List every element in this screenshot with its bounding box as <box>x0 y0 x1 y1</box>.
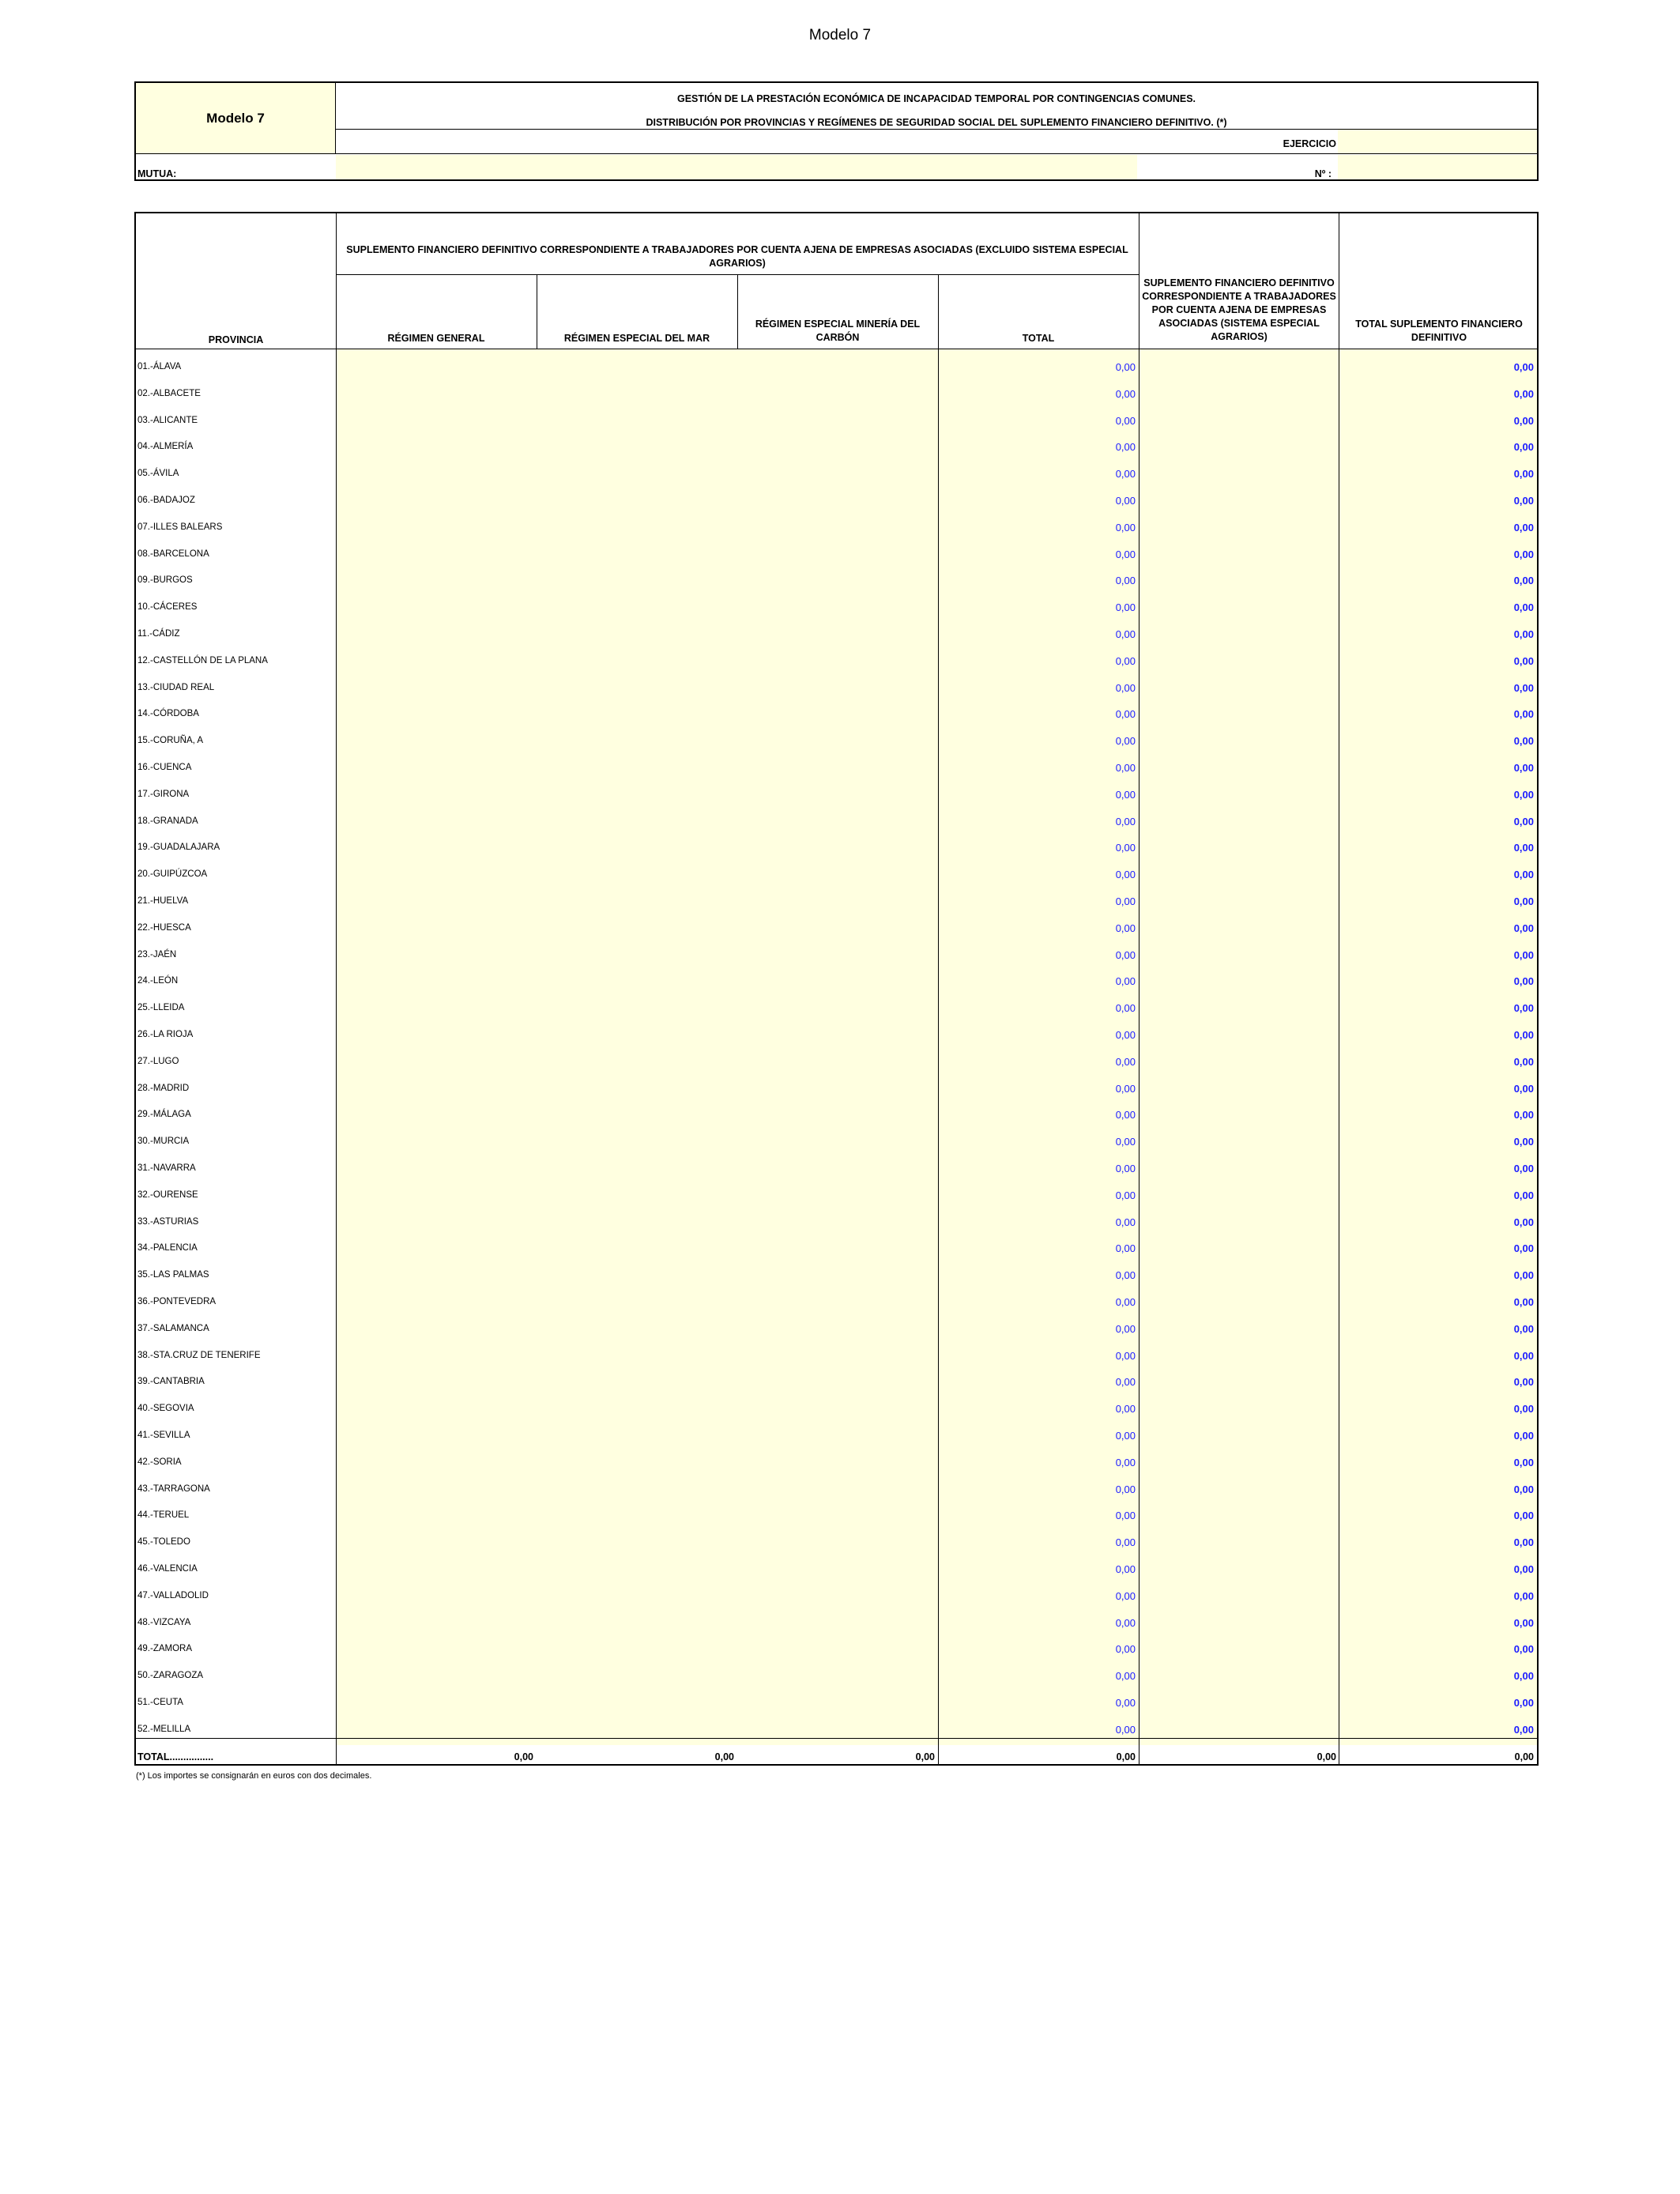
row-total-suplemento-value: 0,00 <box>1513 1109 1534 1121</box>
provincia-label: 21.-HUELVA <box>137 896 189 906</box>
provincia-label: 45.-TOLEDO <box>137 1537 190 1547</box>
header-regimen-mar: RÉGIMEN ESPECIAL DEL MAR <box>563 333 710 344</box>
row-total-value: 0,00 <box>1115 361 1136 373</box>
row-total-suplemento-value: 0,00 <box>1513 1563 1534 1575</box>
row-total-value: 0,00 <box>1115 895 1136 907</box>
total-total-suplemento: 0,00 <box>1514 1751 1534 1762</box>
row-total-suplemento-value: 0,00 <box>1513 1376 1534 1388</box>
row-total-value: 0,00 <box>1115 735 1136 747</box>
provincia-label: 51.-CEUTA <box>137 1698 183 1707</box>
row-total-suplemento-value: 0,00 <box>1513 1670 1534 1682</box>
row-total-value: 0,00 <box>1115 1083 1136 1095</box>
row-total-suplemento-value: 0,00 <box>1513 708 1534 720</box>
provincia-label: 06.-BADAJOZ <box>137 496 195 505</box>
row-total-value: 0,00 <box>1115 922 1136 934</box>
row-total-value: 0,00 <box>1115 1029 1136 1041</box>
provincia-label: 07.-ILLES BALEARS <box>137 522 223 532</box>
total-agrarios: 0,00 <box>1317 1751 1336 1762</box>
row-total-value: 0,00 <box>1115 682 1136 694</box>
row-total-value: 0,00 <box>1115 1109 1136 1121</box>
row-total-suplemento-value: 0,00 <box>1513 1430 1534 1442</box>
provincia-label: 04.-ALMERÍA <box>137 442 194 451</box>
row-total-suplemento-value: 0,00 <box>1513 415 1534 427</box>
row-total-value: 0,00 <box>1115 495 1136 507</box>
provincia-label: 28.-MADRID <box>137 1084 190 1093</box>
row-total-suplemento-value: 0,00 <box>1513 1697 1534 1709</box>
row-total-suplemento-value: 0,00 <box>1513 1483 1534 1495</box>
provincia-label: 36.-PONTEVEDRA <box>137 1297 217 1306</box>
row-total-value: 0,00 <box>1115 1269 1136 1281</box>
provincia-label: 46.-VALENCIA <box>137 1564 198 1574</box>
row-total-value: 0,00 <box>1115 1724 1136 1736</box>
row-total-suplemento-value: 0,00 <box>1513 922 1534 934</box>
row-total-suplemento-value: 0,00 <box>1513 1350 1534 1362</box>
row-total-value: 0,00 <box>1115 869 1136 880</box>
row-total-suplemento-value: 0,00 <box>1513 895 1534 907</box>
total-regimen-mar: 0,00 <box>714 1751 734 1762</box>
row-total-value: 0,00 <box>1115 468 1136 480</box>
total-regimen-general: 0,00 <box>514 1751 533 1762</box>
provincia-label: 20.-GUIPÚZCOA <box>137 869 208 879</box>
provincia-label: 02.-ALBACETE <box>137 389 201 398</box>
row-total-value: 0,00 <box>1115 949 1136 961</box>
provincia-label: 31.-NAVARRA <box>137 1163 196 1173</box>
row-total-suplemento-value: 0,00 <box>1513 1216 1534 1228</box>
provincia-label: 29.-MÁLAGA <box>137 1110 191 1119</box>
row-total-suplemento-value: 0,00 <box>1513 1403 1534 1415</box>
row-total-suplemento-value: 0,00 <box>1513 522 1534 533</box>
row-total-value: 0,00 <box>1115 1002 1136 1014</box>
provincia-label: 52.-MELILLA <box>137 1725 191 1734</box>
provincia-label: 38.-STA.CRUZ DE TENERIFE <box>137 1351 261 1360</box>
footnote: (*) Los importes se consignarán en euros con dos decimales. <box>136 1771 372 1781</box>
row-total-value: 0,00 <box>1115 522 1136 533</box>
provincia-label: 49.-ZAMORA <box>137 1644 193 1653</box>
provincia-label: 17.-GIRONA <box>137 790 190 799</box>
model-label: Modelo 7 <box>136 83 336 153</box>
row-total-value: 0,00 <box>1115 762 1136 774</box>
form-title-line-2: DISTRIBUCIÓN POR PROVINCIAS Y REGÍMENES DE SEGURIDAD SOCIAL DEL SUPLEMENTO FINANCIERO DEFINITIVO. (*) <box>646 117 1227 128</box>
row-total-suplemento-value: 0,00 <box>1513 1242 1534 1254</box>
row-total-value: 0,00 <box>1115 415 1136 427</box>
row-total-suplemento-value: 0,00 <box>1513 1029 1534 1041</box>
row-total-value: 0,00 <box>1115 628 1136 640</box>
row-total-value: 0,00 <box>1115 816 1136 827</box>
ejercicio-label: EJERCICIO <box>1283 138 1336 149</box>
header-total: TOTAL <box>1022 333 1055 344</box>
row-total-value: 0,00 <box>1115 1242 1136 1254</box>
row-total-suplemento-value: 0,00 <box>1513 735 1534 747</box>
provincia-label: 42.-SORIA <box>137 1457 182 1467</box>
provincia-label: 43.-TARRAGONA <box>137 1484 210 1494</box>
provincia-label: 41.-SEVILLA <box>137 1431 190 1440</box>
provincia-label: 12.-CASTELLÓN DE LA PLANA <box>137 656 268 665</box>
row-total-suplemento-value: 0,00 <box>1513 1296 1534 1308</box>
row-total-suplemento-value: 0,00 <box>1513 1002 1534 1014</box>
header-regimen-mineria: RÉGIMEN ESPECIAL MINERÍA DEL CARBÓN <box>755 319 921 343</box>
ejercicio-field[interactable] <box>1338 130 1537 153</box>
row-total-value: 0,00 <box>1115 1643 1136 1655</box>
provincia-label: 11.-CÁDIZ <box>137 629 180 639</box>
row-total-value: 0,00 <box>1115 1670 1136 1682</box>
row-total-suplemento-value: 0,00 <box>1513 975 1534 987</box>
row-total-value: 0,00 <box>1115 1189 1136 1201</box>
row-total-suplemento-value: 0,00 <box>1513 1269 1534 1281</box>
row-total-value: 0,00 <box>1115 1510 1136 1521</box>
row-total-suplemento-value: 0,00 <box>1513 495 1534 507</box>
provincia-label: 16.-CUENCA <box>137 763 192 772</box>
provincia-label: 40.-SEGOVIA <box>137 1404 194 1413</box>
row-total-value: 0,00 <box>1115 1323 1136 1335</box>
provincia-label: 13.-CIUDAD REAL <box>137 683 215 692</box>
provincia-label: 23.-JAÉN <box>137 950 177 959</box>
row-total-value: 0,00 <box>1115 975 1136 987</box>
row-total-value: 0,00 <box>1115 842 1136 854</box>
row-divider <box>136 1738 1537 1739</box>
provincia-label: 09.-BURGOS <box>137 575 193 585</box>
row-total-suplemento-value: 0,00 <box>1513 1136 1534 1148</box>
provincia-label: 03.-ALICANTE <box>137 416 198 425</box>
row-total-suplemento-value: 0,00 <box>1513 1510 1534 1521</box>
provincia-label: 25.-LLEIDA <box>137 1003 185 1012</box>
row-total-value: 0,00 <box>1115 441 1136 453</box>
provincia-label: 48.-VIZCAYA <box>137 1618 191 1627</box>
row-divider <box>336 274 1139 275</box>
distribution-table <box>134 212 1539 1766</box>
provincia-label: 47.-VALLADOLID <box>137 1591 209 1600</box>
row-total-value: 0,00 <box>1115 1457 1136 1468</box>
row-total-value: 0,00 <box>1115 708 1136 720</box>
total-regimen-mineria: 0,00 <box>915 1751 935 1762</box>
row-total-value: 0,00 <box>1115 1590 1136 1602</box>
row-total-suplemento-value: 0,00 <box>1513 1590 1534 1602</box>
row-total-suplemento-value: 0,00 <box>1513 949 1534 961</box>
row-total-value: 0,00 <box>1115 575 1136 586</box>
row-total-suplemento-value: 0,00 <box>1513 1163 1534 1174</box>
provincia-label: 14.-CÓRDOBA <box>137 709 199 718</box>
row-total-value: 0,00 <box>1115 1216 1136 1228</box>
provincia-label: 19.-GUADALAJARA <box>137 843 220 852</box>
row-total-value: 0,00 <box>1115 1296 1136 1308</box>
row-total-suplemento-value: 0,00 <box>1513 655 1534 667</box>
row-total-value: 0,00 <box>1115 1056 1136 1068</box>
row-total-suplemento-value: 0,00 <box>1513 468 1534 480</box>
row-total-value: 0,00 <box>1115 1376 1136 1388</box>
total-total: 0,00 <box>1116 1751 1136 1762</box>
provincia-label: 22.-HUESCA <box>137 923 191 933</box>
row-total-suplemento-value: 0,00 <box>1513 1643 1534 1655</box>
row-total-suplemento-value: 0,00 <box>1513 548 1534 560</box>
provincia-label: 15.-CORUÑA, A <box>137 736 204 745</box>
column-divider <box>336 213 337 1764</box>
mutua-label: MUTUA: <box>137 168 177 179</box>
provincia-label: 34.-PALENCIA <box>137 1243 198 1253</box>
provincia-label: 27.-LUGO <box>137 1057 179 1066</box>
row-total-suplemento-value: 0,00 <box>1513 1536 1534 1548</box>
provincia-label: 30.-MURCIA <box>137 1137 190 1146</box>
provincia-label: 37.-SALAMANCA <box>137 1324 209 1333</box>
row-total-value: 0,00 <box>1115 388 1136 400</box>
row-total-suplemento-value: 0,00 <box>1513 1617 1534 1629</box>
header-regimen-general: RÉGIMEN GENERAL <box>387 333 485 344</box>
row-total-suplemento-value: 0,00 <box>1513 601 1534 613</box>
provincia-label: 33.-ASTURIAS <box>137 1217 199 1227</box>
row-total-suplemento-value: 0,00 <box>1513 682 1534 694</box>
header-provincia: PROVINCIA <box>208 334 264 345</box>
provincia-label: 01.-ÁLAVA <box>137 362 182 371</box>
page-title: Modelo 7 <box>808 27 872 43</box>
provincia-label: 05.-ÁVILA <box>137 469 179 478</box>
provincia-label: 08.-BARCELONA <box>137 549 209 559</box>
row-total-value: 0,00 <box>1115 1617 1136 1629</box>
row-total-value: 0,00 <box>1115 1483 1136 1495</box>
provincia-label: 35.-LAS PALMAS <box>137 1270 209 1280</box>
input-area-agrarios[interactable] <box>1139 349 1339 1745</box>
header-box <box>134 81 1539 181</box>
numero-label: Nº : <box>1314 168 1332 179</box>
provincia-label: 26.-LA RIOJA <box>137 1030 194 1039</box>
numero-field[interactable] <box>1338 155 1537 179</box>
divider <box>136 153 1537 154</box>
row-total-suplemento-value: 0,00 <box>1513 869 1534 880</box>
row-total-suplemento-value: 0,00 <box>1513 1056 1534 1068</box>
header-group-regimenes: SUPLEMENTO FINANCIERO DEFINITIVO CORRESPONDIENTE A TRABAJADORES POR CUENTA AJENA DE EMPRESAS ASOCIADAS (EXCLUIDO SISTEMA ESPECIAL AGRARIOS) <box>346 244 1128 269</box>
row-total-value: 0,00 <box>1115 1163 1136 1174</box>
row-total-value: 0,00 <box>1115 1350 1136 1362</box>
row-total-value: 0,00 <box>1115 1563 1136 1575</box>
column-divider <box>737 274 738 349</box>
row-total-suplemento-value: 0,00 <box>1513 361 1534 373</box>
row-total-value: 0,00 <box>1115 548 1136 560</box>
form-title-line-1: GESTIÓN DE LA PRESTACIÓN ECONÓMICA DE INCAPACIDAD TEMPORAL POR CONTINGENCIAS COMUNES. <box>676 93 1196 104</box>
row-total-suplemento-value: 0,00 <box>1513 1724 1534 1736</box>
row-total-suplemento-value: 0,00 <box>1513 816 1534 827</box>
row-total-value: 0,00 <box>1115 789 1136 801</box>
row-total-suplemento-value: 0,00 <box>1513 441 1534 453</box>
row-total-value: 0,00 <box>1115 655 1136 667</box>
row-total-value: 0,00 <box>1115 601 1136 613</box>
row-total-value: 0,00 <box>1115 1136 1136 1148</box>
row-total-suplemento-value: 0,00 <box>1513 1189 1534 1201</box>
row-total-value: 0,00 <box>1115 1536 1136 1548</box>
total-row-label: TOTAL................ <box>137 1751 214 1762</box>
row-total-value: 0,00 <box>1115 1430 1136 1442</box>
provincia-label: 39.-CANTABRIA <box>137 1377 205 1386</box>
provincia-label: 24.-LEÓN <box>137 976 179 986</box>
provincia-label: 44.-TERUEL <box>137 1510 190 1520</box>
row-total-suplemento-value: 0,00 <box>1513 842 1534 854</box>
row-total-suplemento-value: 0,00 <box>1513 388 1534 400</box>
header-agrarios: SUPLEMENTO FINANCIERO DEFINITIVO CORRESPONDIENTE A TRABAJADORES POR CUENTA AJENA DE EMPRESAS ASOCIADAS (SISTEMA ESPECIAL AGRARIOS) <box>1142 277 1336 342</box>
row-total-suplemento-value: 0,00 <box>1513 1323 1534 1335</box>
header-total-suplemento: TOTAL SUPLEMENTO FINANCIERO DEFINITIVO <box>1355 319 1523 343</box>
provincia-label: 32.-OURENSE <box>137 1190 198 1200</box>
mutua-field[interactable] <box>336 155 1137 179</box>
row-total-suplemento-value: 0,00 <box>1513 1457 1534 1468</box>
row-total-suplemento-value: 0,00 <box>1513 575 1534 586</box>
row-total-value: 0,00 <box>1115 1403 1136 1415</box>
provincia-label: 18.-GRANADA <box>137 816 198 826</box>
row-total-suplemento-value: 0,00 <box>1513 789 1534 801</box>
row-total-suplemento-value: 0,00 <box>1513 762 1534 774</box>
row-total-suplemento-value: 0,00 <box>1513 1083 1534 1095</box>
provincia-label: 50.-ZARAGOZA <box>137 1671 204 1680</box>
row-total-value: 0,00 <box>1115 1697 1136 1709</box>
row-total-suplemento-value: 0,00 <box>1513 628 1534 640</box>
provincia-label: 10.-CÁCERES <box>137 602 198 612</box>
